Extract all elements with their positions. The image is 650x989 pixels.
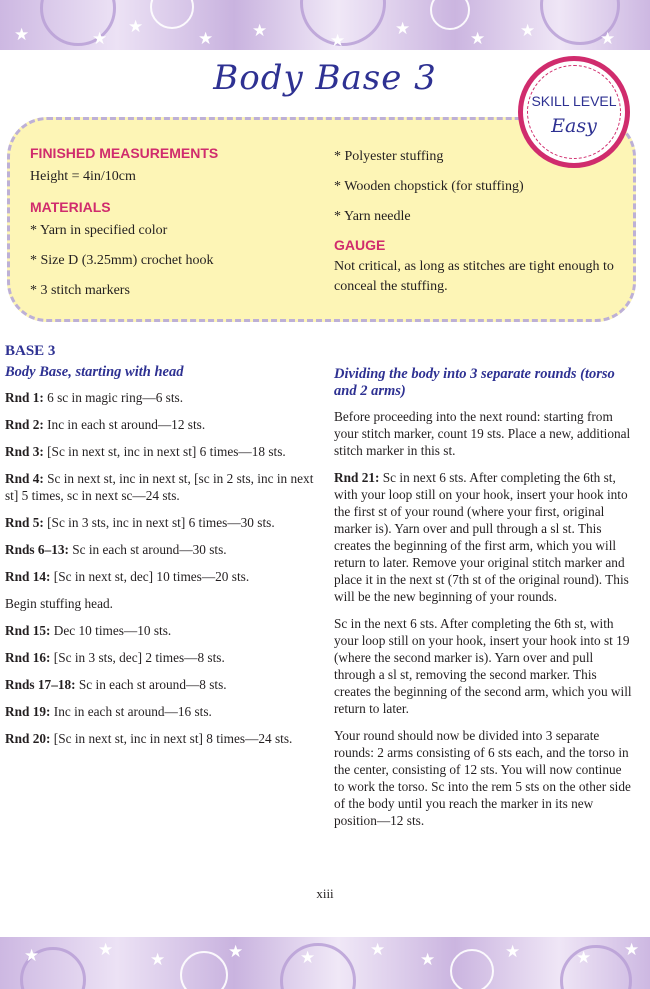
right-column xyxy=(334,366,634,839)
paragraph: Before proceeding into the next round: starting from your stitch marker, count 19 sts. Place a new, additional stitch marker in this st. xyxy=(334,409,631,458)
gauge-heading: GAUGE xyxy=(334,237,386,253)
materials-heading: MATERIALS xyxy=(30,199,111,215)
material-item: * Wooden chopstick (for stuffing) xyxy=(334,179,524,194)
round-row xyxy=(5,443,315,460)
page-number: xiii xyxy=(316,886,334,901)
round-label: Rnds 6–13: xyxy=(5,542,69,557)
round-text: Sc in next st, inc in next st, [sc in 2 sts, inc in next st] 5 times, sc in next sc—24 sts. xyxy=(5,471,314,503)
round-row xyxy=(5,514,315,531)
round-label: Rnd 1: xyxy=(5,390,44,405)
height-text: Height = 4in/10cm xyxy=(30,169,136,184)
round-text: Inc in each st around—12 sts. xyxy=(43,417,206,432)
material-item: * Yarn in specified color xyxy=(30,223,168,238)
round-text: [Sc in 3 sts, dec] 2 times—8 sts. xyxy=(50,650,225,665)
round-row xyxy=(5,676,315,693)
round-row xyxy=(5,703,315,720)
round-label: Rnd 3: xyxy=(5,444,44,459)
round-row xyxy=(5,595,315,612)
section-heading: BASE 3 xyxy=(5,343,56,359)
paragraph: Your round should now be divided into 3 separate rounds: 2 arms consisting of 6 sts each, and the torso in the center, consisting of 12 sts. You will now continue to work the torso. Sc into the rem 5 sts on the other side of the body until you reach the marker in its new position—12 sts. xyxy=(334,728,631,828)
top-decorative-band: ★ ★ ★ ★ ★ ★ ★ ★ ★ ★ xyxy=(0,0,650,50)
round-text: Dec 10 times—10 sts. xyxy=(50,623,172,638)
left-subheading: Body Base, starting with head xyxy=(5,364,184,380)
round-text: [Sc in next st, inc in next st] 8 times—24 sts. xyxy=(50,731,293,746)
right-subheading: Dividing the body into 3 separate rounds (torso and 2 arms) xyxy=(334,366,615,399)
round-row xyxy=(5,622,315,639)
round-label: Rnd 14: xyxy=(5,569,51,584)
round-row xyxy=(5,470,315,504)
round-row xyxy=(5,389,315,406)
round-row xyxy=(334,469,634,605)
skill-level-badge xyxy=(518,56,630,168)
left-column xyxy=(5,343,315,757)
skill-level-value: Easy xyxy=(551,115,597,137)
round-label: Rnd 20: xyxy=(5,731,51,746)
round-text: [Sc in 3 sts, inc in next st] 6 times—30 sts. xyxy=(43,515,275,530)
material-item: * Yarn needle xyxy=(334,209,411,224)
round-text: Sc in each st around—30 sts. xyxy=(68,542,227,557)
round-label: Rnd 16: xyxy=(5,650,51,665)
paragraph: Sc in the next 6 sts. After completing the 6th st, with your loop still on your hook, insert your hook into st 19 (where the second marker is). Yarn over and pull through a sl st, removing the second marker. This creates the beginning of the second arm, which you will return to later. xyxy=(334,616,632,716)
round-label: Rnd 19: xyxy=(5,704,51,719)
round-label: Rnds 17–18: xyxy=(5,677,76,692)
round-text: Sc in next 6 sts. After completing the 6th st, with your loop still on your hook, insert your hook into the first st of your round (where your first, original marker is). Yarn over and pull through a sl st. This creates the beginning of the first arm, which you will return to later. Remove your original stitch marker and place it in the next st (7th st of the original round). This will be the new beginning of your rounds. xyxy=(334,470,629,604)
round-label: Rnd 5: xyxy=(5,515,44,530)
round-row xyxy=(5,568,315,585)
round-text: Sc in each st around—8 sts. xyxy=(75,677,227,692)
page-title: Body Base 3 xyxy=(213,58,437,98)
round-row xyxy=(5,730,315,747)
material-item: * 3 stitch markers xyxy=(30,283,130,298)
round-label: Rnd 21: xyxy=(334,470,380,485)
round-text: Begin stuffing head. xyxy=(5,596,113,611)
bottom-decorative-band: ★ ★ ★ ★ ★ ★ ★ ★ ★ ★ xyxy=(0,937,650,989)
measurements-heading: FINISHED MEASUREMENTS xyxy=(30,145,219,161)
round-text: 6 sc in magic ring—6 sts. xyxy=(43,390,184,405)
material-item: * Size D (3.25mm) crochet hook xyxy=(30,253,214,268)
round-row xyxy=(5,541,315,558)
round-row xyxy=(5,416,315,433)
round-label: Rnd 15: xyxy=(5,623,51,638)
round-label: Rnd 2: xyxy=(5,417,44,432)
round-label: Rnd 4: xyxy=(5,471,44,486)
material-item: * Polyester stuffing xyxy=(334,149,444,164)
round-text: Inc in each st around—16 sts. xyxy=(50,704,212,719)
round-text: [Sc in next st, dec] 10 times—20 sts. xyxy=(50,569,250,584)
gauge-text: Not critical, as long as stitches are tight enough to conceal the stuffing. xyxy=(334,259,614,294)
round-row xyxy=(5,649,315,666)
round-text: [Sc in next st, inc in next st] 6 times—18 sts. xyxy=(43,444,286,459)
skill-level-label: SKILL LEVEL xyxy=(531,93,617,109)
